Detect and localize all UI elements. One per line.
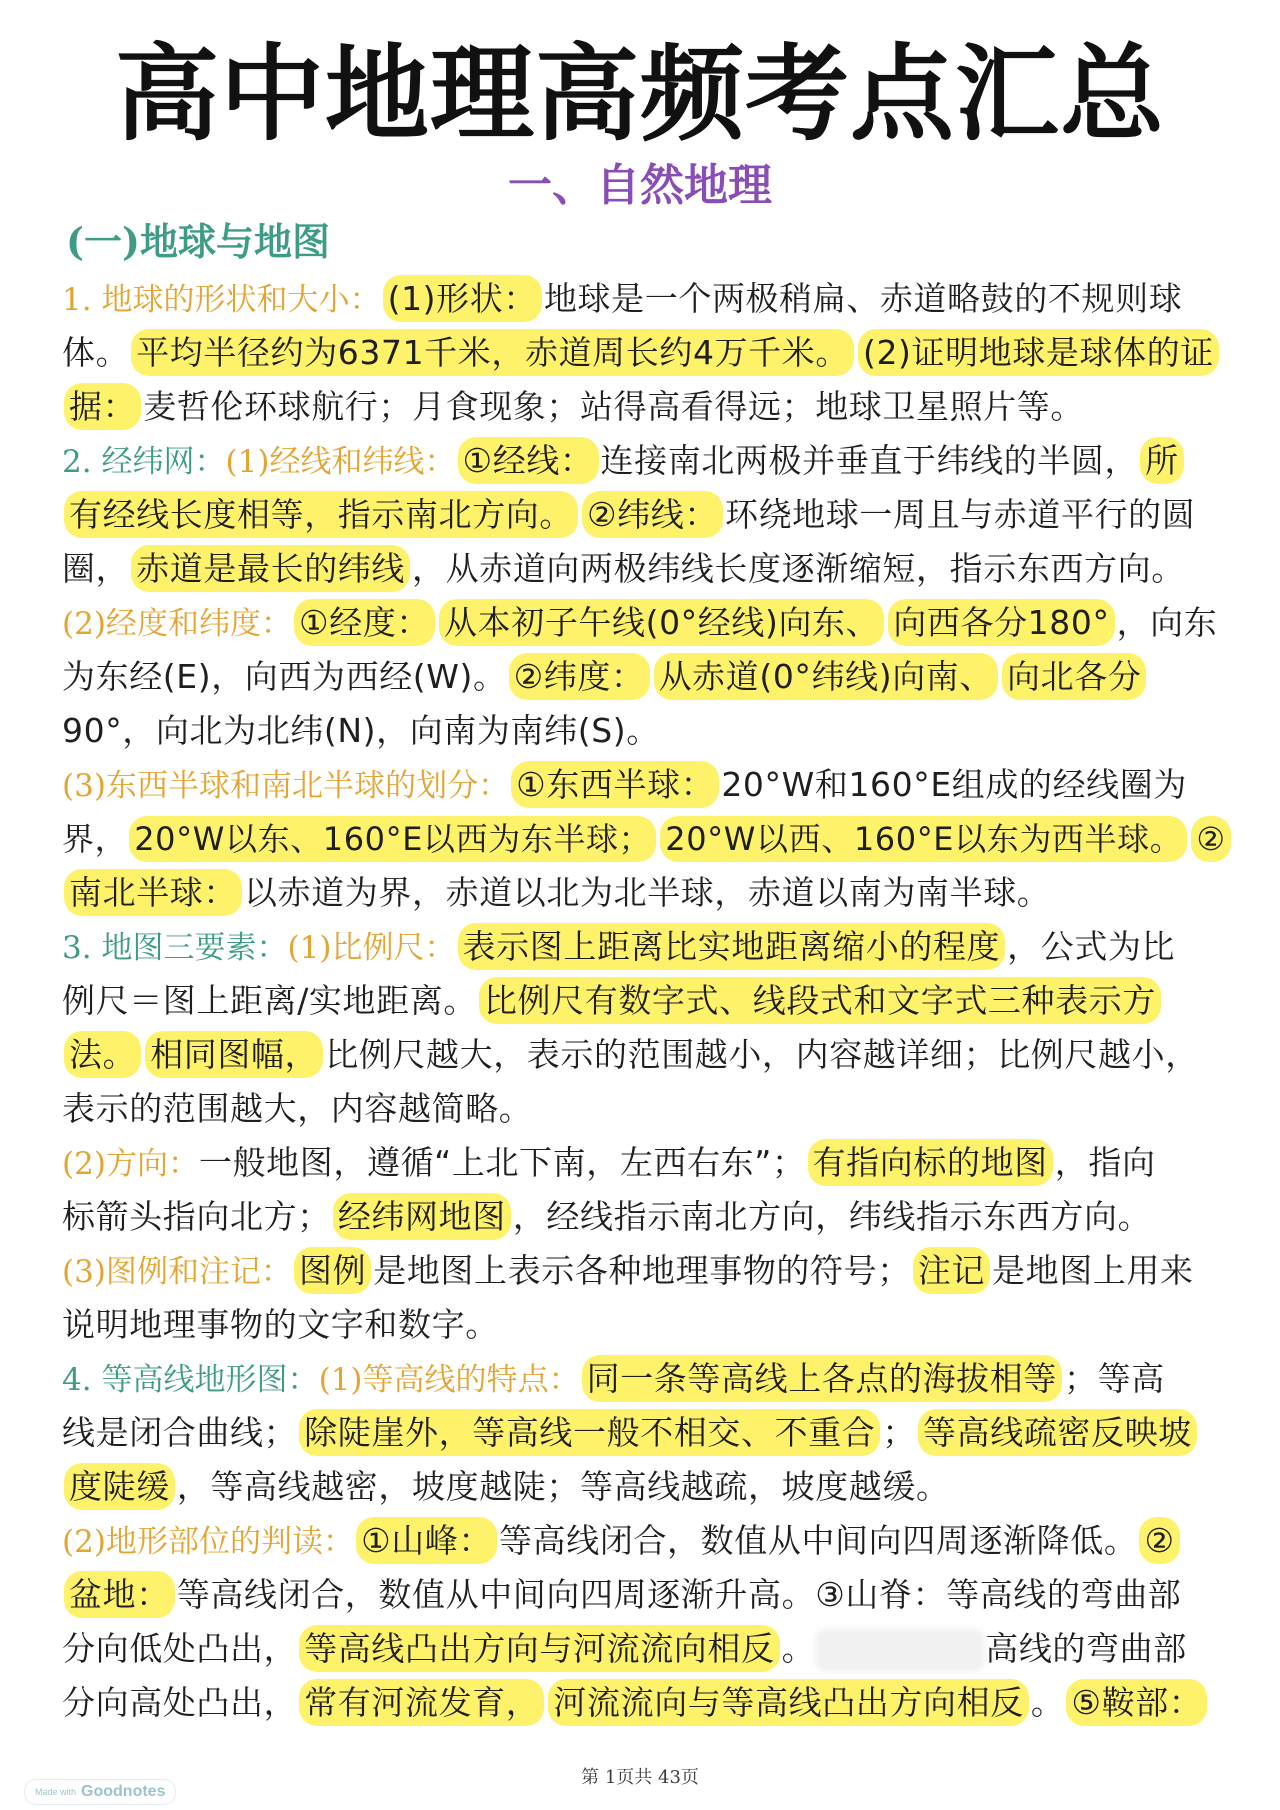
note-line — [62, 488, 1238, 542]
subtopic-heading: (2)方向： — [62, 1146, 199, 1182]
topic-heading: 3. 地图三要素： — [62, 930, 288, 966]
highlighted-text: 除陡崖外，等高线一般不相交、不重合 — [299, 1409, 880, 1456]
note-line — [62, 1244, 1238, 1298]
note-line — [62, 1028, 1238, 1082]
body-text: 以赤道为界，赤道以北为北半球，赤道以南为南半球。 — [244, 873, 1051, 912]
note-line — [62, 974, 1238, 1028]
note-line — [62, 1406, 1238, 1460]
body-text: 比例尺越大，表示的范围越小，内容越详细；比例尺越小， — [325, 1035, 1199, 1074]
body-text: 等高线的弯曲部 — [946, 1575, 1182, 1614]
section-heading: (一)地球与地图 — [66, 219, 330, 264]
highlighted-text: 等高线疏密反映坡 — [918, 1409, 1197, 1456]
highlighted-text: 南北半球： — [64, 869, 242, 916]
highlighted-text: 比例尺有数字式、线段式和文字式三种表示方 — [479, 977, 1161, 1024]
body-text: 体。 — [62, 333, 130, 372]
subtopic-heading: (1)等高线的特点： — [318, 1362, 580, 1398]
topic-heading: 4. 等高线地形图： — [62, 1362, 319, 1398]
highlighted-text: 同一条等高线上各点的海拔相等 — [582, 1355, 1062, 1402]
highlighted-text: ①经度： — [294, 599, 435, 646]
body-text: 界， — [62, 820, 128, 858]
body-text: ，向东 — [1116, 603, 1218, 642]
highlighted-text: 从本初子午线(0°经线)向东、 — [439, 599, 884, 646]
highlighted-text: 表示图上距离比实地距离缩小的程度 — [458, 923, 1006, 970]
body-text: ，指向 — [1054, 1143, 1156, 1182]
highlighted-text: 向西各分180° — [888, 599, 1114, 646]
highlighted-text: 相同图幅， — [145, 1031, 323, 1078]
note-line — [62, 542, 1238, 596]
body-text: 分向高处凸出， — [62, 1683, 298, 1722]
body-text: 麦哲伦环球航行；月食现象；站得高看得远；地球卫星照片等。 — [143, 387, 1085, 426]
highlighted-text: ①山峰： — [356, 1517, 497, 1564]
highlighted-text: ⑤鞍部： — [1066, 1679, 1207, 1726]
note-line — [62, 812, 1238, 866]
highlighted-text: 有指向标的地图 — [808, 1139, 1053, 1186]
body-text: 是地图上表示各种地理事物的符号； — [373, 1251, 911, 1290]
note-line — [62, 380, 1238, 434]
body-text: 。 — [1030, 1683, 1065, 1722]
page-title: 高中地理高频考点汇总 — [114, 37, 1165, 153]
highlighted-text: (1)形状： — [383, 275, 542, 322]
redacted-block — [815, 1629, 985, 1672]
note-line — [62, 1136, 1238, 1190]
highlighted-text: 20°W以西、160°E以东为西半球。 — [660, 816, 1187, 862]
body-text: ，经线指示南北方向，纬线指示东西方向。 — [512, 1197, 1152, 1236]
page-number: 第 1页共 43页 — [581, 1767, 699, 1788]
highlighted-text: 法。 — [64, 1031, 141, 1078]
body-text: ，公式为比 — [1007, 927, 1176, 966]
topic-heading: 2. 经纬网： — [62, 444, 226, 480]
highlighted-text: ②纬线： — [582, 491, 723, 538]
body-text: ；等高 — [1064, 1359, 1165, 1398]
highlighted-text: 经纬网地图 — [333, 1193, 511, 1240]
body-text: ③山脊： — [815, 1575, 947, 1614]
note-line — [62, 596, 1238, 650]
note-line — [62, 326, 1238, 380]
highlighted-text: 常有河流发育， — [299, 1679, 544, 1726]
note-line — [62, 866, 1238, 920]
body-text: 是地图上用来 — [992, 1251, 1194, 1290]
highlighted-text: 有经线长度相等，指示南北方向。 — [64, 491, 578, 538]
highlighted-text: 据： — [64, 383, 141, 430]
note-line — [62, 650, 1238, 704]
note-line — [62, 1190, 1238, 1244]
body-text: 例尺＝图上距离/实地距离。 — [62, 981, 477, 1020]
note-line — [62, 1622, 1238, 1676]
body-text: 线是闭合曲线； — [62, 1413, 298, 1452]
part-heading: 一、自然地理 — [508, 160, 772, 211]
body-text: 分向低处凸出， — [62, 1629, 298, 1668]
body-text: 。 — [781, 1629, 816, 1668]
body-text: 一般地图，遵循“上北下南，左西右东”； — [198, 1143, 806, 1182]
body-text: 说明地理事物的文字和数字。 — [62, 1305, 499, 1344]
note-body — [62, 272, 1238, 1730]
body-text: 等高线闭合，数值从中间向四周逐渐升高。 — [176, 1575, 816, 1614]
highlighted-text: 盆地： — [64, 1571, 175, 1618]
highlighted-text: 图例 — [294, 1247, 371, 1294]
goodnotes-watermark — [24, 1779, 176, 1805]
topic-heading: 1. 地球的形状和大小： — [62, 282, 381, 318]
body-text: ； — [882, 1413, 917, 1452]
body-text: ，等高线越密，坡度越陡；等高线越疏，坡度越缓。 — [176, 1467, 950, 1506]
note-line — [62, 1514, 1238, 1568]
body-text: 为东经(E)，向西为西经(W)。 — [62, 657, 507, 696]
highlighted-text: ② — [1191, 816, 1230, 862]
highlighted-text: ①经线： — [458, 437, 599, 484]
note-line — [62, 1676, 1238, 1730]
highlighted-text: (2)证明地球是球体的证 — [858, 329, 1219, 376]
highlighted-text: 向北各分 — [1002, 653, 1146, 700]
note-line — [62, 1568, 1238, 1622]
body-text: 90°，向北为北纬(N)，向南为南纬(S)。 — [62, 711, 660, 750]
highlighted-text: 20°W以东、160°E以西为东半球； — [129, 816, 656, 862]
highlighted-text: 等高线凸出方向与河流流向相反 — [299, 1625, 779, 1672]
highlighted-text: 平均半径约为6371千米，赤道周长约4万千米。 — [131, 329, 854, 376]
note-line — [62, 704, 1238, 758]
highlighted-text: 度陡缓 — [64, 1463, 175, 1510]
watermark-prefix: Made with — [35, 1787, 77, 1797]
body-text: 标箭头指向北方； — [62, 1197, 331, 1236]
body-text: 圈， — [62, 549, 130, 588]
body-text: 地球是一个两极稍扁、赤道略鼓的不规则球 — [543, 279, 1183, 318]
body-text: 连接南北两极并垂直于纬线的半圆， — [600, 441, 1139, 480]
highlighted-text: 河流流向与等高线凸出方向相反 — [548, 1679, 1028, 1726]
body-text: 20°W和160°E组成的经线圈为 — [721, 765, 1187, 804]
body-text: 等高线闭合，数值从中间向四周逐渐降低。 — [499, 1521, 1138, 1560]
body-text: 表示的范围越大，内容越简略。 — [62, 1089, 533, 1128]
subtopic-heading: (1)比例尺： — [287, 930, 456, 966]
highlighted-text: 赤道是最长的纬线 — [131, 545, 410, 592]
subtopic-heading: (3)图例和注记： — [62, 1254, 293, 1290]
body-text: 高线的弯曲部 — [985, 1629, 1187, 1668]
watermark-brand: Goodnotes — [81, 1783, 166, 1800]
note-line — [62, 1298, 1238, 1352]
highlighted-text: ② — [1139, 1517, 1179, 1564]
note-line — [62, 1460, 1238, 1514]
highlighted-text: 所 — [1140, 437, 1184, 484]
highlighted-text: 注记 — [913, 1247, 990, 1294]
body-text: 环绕地球一周且与赤道平行的圆 — [724, 495, 1196, 534]
note-line — [62, 920, 1238, 974]
highlighted-text: ①东西半球： — [511, 761, 719, 808]
subtopic-heading: (1)经线和纬线： — [225, 444, 456, 480]
highlighted-text: ②纬度： — [509, 653, 650, 700]
subtopic-heading: (2)经度和纬度： — [62, 606, 293, 642]
note-line — [62, 434, 1238, 488]
subtopic-heading: (3)东西半球和南北半球的划分： — [62, 768, 510, 804]
highlighted-text: 从赤道(0°纬线)向南、 — [654, 653, 998, 700]
note-line — [62, 758, 1238, 812]
body-text: ，从赤道向两极纬线长度逐渐缩短，指示东西方向。 — [412, 549, 1185, 588]
note-line — [62, 272, 1238, 326]
note-line — [62, 1082, 1238, 1136]
note-line — [62, 1352, 1238, 1406]
subtopic-heading: (2)地形部位的判读： — [62, 1524, 355, 1560]
